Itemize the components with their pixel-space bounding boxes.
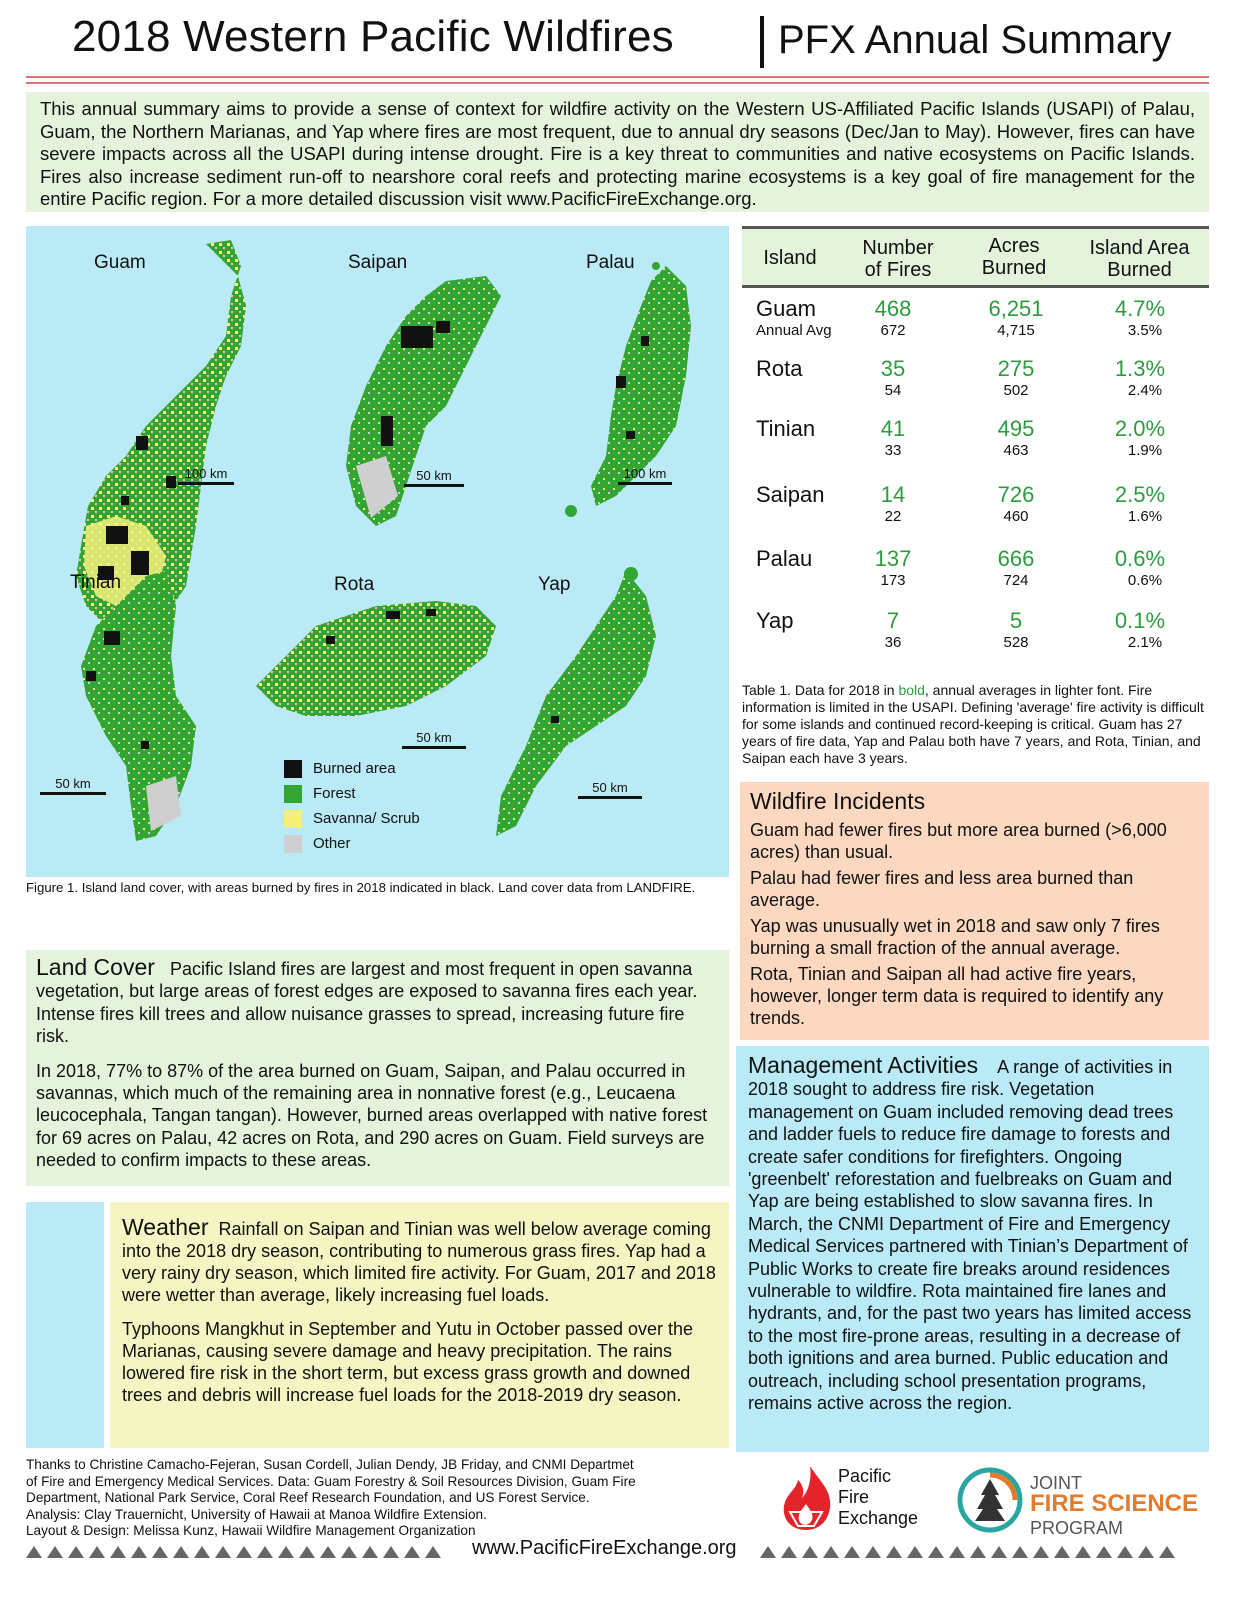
land-cover-paragraph-1: Land Cover Pacific Island fires are largest and most frequent in open savanna vegetation, but large areas of forest edges are exposed to savanna fires each year. Intense fires kill trees and allow nuisance grasses to spread, increasing future fire risk. (36, 954, 698, 1047)
land-cover-paragraph-2: In 2018, 77% to 87% of the area burned on Guam, Saipan, and Palau occurred in savannas, which much of the remaining area in nonnative forest (e.g., Leucaena leucocephala, Tangan tangan). However, burned areas overlapped with native forest for 69 acres on Palau, 42 acres on Rota, and 290 acres on Guam. Field surveys are needed to confirm impacts to these areas. (36, 1060, 708, 1171)
scale-bar-saipan: 50 km (404, 468, 464, 487)
map-label-palau: Palau (586, 252, 635, 273)
table-header-area: Island Area Burned (1089, 237, 1190, 281)
header-rule-bottom (26, 82, 1209, 84)
figure-caption: Figure 1. Island land cover, with areas burned by fires in 2018 indicated in black. Land cover data from LANDFIRE. (26, 880, 696, 895)
footer-triangle-border-right (760, 1546, 1180, 1560)
wildfire-item-palau: Palau had fewer fires and less area burned than average. (750, 868, 1134, 910)
jfsp-logo-text-program: PROGRAM (1030, 1518, 1124, 1538)
land-cover-box (26, 950, 729, 1186)
legend-item-other: Other (284, 831, 420, 856)
table-header-acres: Acres Burned (981, 235, 1047, 279)
scale-bar-palau: 100 km (618, 466, 672, 485)
table-header (742, 226, 1209, 288)
table-caption: Table 1. Data for 2018 in bold, annual averages in lighter font. Fire information is limited in the USAPI. Defining 'average' fire activity is difficult for some islands and continued record-keeping is critical. Guam has 27 years of fire data, Yap and Palau both have 7 years, and Rota, Tinian, and Saipan each have 3 years. (742, 682, 1204, 766)
map-label-yap: Yap (538, 574, 571, 595)
map-legend (284, 756, 420, 856)
weather-paragraph-1: Weather Rainfall on Saipan and Tinian was well below average coming into the 2018 dry season, contributing to numerous grass fires. Yap had a very rainy dry season, which limited fire activity. For Guam, 2017 and 2018 were wetter than average, likely increasing fuel loads. (122, 1214, 716, 1305)
scale-bar-yap: 50 km (578, 780, 642, 799)
credits: Thanks to Christine Camacho-Fejeran, Susan Cordell, Julian Dendy, JB Friday, and CNMI Departmet of Fire and Emergency Medical Services. Data: Guam Forestry & Soil Resources Division, Guam Fire Department, National Park Service, Coral Reef Research Foundation, and US Forest Service. Analysis: Clay Trauernicht, University of Hawaii at Manoa Wildfire Extension. Layout & Design: Melissa Kunz, Hawaii Wildfire Management Organization (26, 1457, 636, 1538)
pacific-fire-exchange-logo-text: Pacific Fire Exchange (838, 1466, 919, 1528)
table-header-fires: Number of Fires (862, 237, 934, 281)
map-label-tinian: Tinian (70, 572, 122, 593)
scale-bar-rota: 50 km (402, 730, 466, 749)
wildfire-incidents-box (740, 782, 1209, 1040)
land-cover-title: Land Cover (36, 954, 155, 980)
legend-item-burned: Burned area (284, 756, 420, 781)
management-title: Management Activities (748, 1052, 979, 1078)
wildfire-incidents-title: Wildfire Incidents (750, 788, 926, 814)
legend-item-savanna: Savanna/ Scrub (284, 806, 420, 831)
table-header-island: Island (763, 247, 817, 269)
wildfire-item-guam: Guam had fewer fires but more area burned (>6,000 acres) than usual. (750, 820, 1167, 862)
page-title: 2018 Western Pacific Wildfires (72, 12, 674, 61)
page-header (0, 0, 1235, 80)
footer-triangle-border-left (26, 1546, 446, 1560)
weather-paragraph-2: Typhoons Mangkhut in September and Yutu in October passed over the Marianas, causing severe damage and heavy precipitation. The rains lowered fire risk in the short term, but excess grass growth and downed trees and debris will increase fuel loads for the 2018-2019 dry season. (122, 1319, 694, 1405)
island-map-figure (26, 226, 729, 877)
management-text: A range of activities in 2018 sought to address fire risk. Vegetation management on Guam included removing dead trees and ladder fuels to reduce fire damage to forests and create safer conditions for firefighters. Ongoing 'greenbelt' reforestation and fuelbreaks on Guam and Yap are being established to slow savanna fires. In March, the CNMI Department of Fire and Emergency Medical Services partnered with Tinian’s Department of Public Works to create fire breaks around residences vulnerable to wildfire. Rota maintained fire lanes and hydrants, and, for the past two years has limited access to the most fire-prone areas, resulting in a decrease of both ignitions and area burned. Public education and outreach, including school presentation programs, remains active across the region. (748, 1057, 1192, 1414)
map-label-guam: Guam (94, 252, 146, 273)
weather-side-panel (26, 1202, 104, 1448)
scale-bar-guam: 100 km (178, 466, 234, 485)
jfsp-logo-text-fire-science: FIRE SCIENCE (1030, 1490, 1199, 1517)
page-subtitle: PFX Annual Summary (778, 18, 1172, 62)
footer-website-link[interactable]: www.PacificFireExchange.org (472, 1537, 737, 1559)
joint-fire-science-logo-icon (955, 1465, 1025, 1535)
saipan-island-shape (346, 276, 501, 526)
title-separator (760, 16, 764, 68)
rota-island-shape (256, 601, 496, 716)
header-rule-top (26, 76, 1209, 78)
wildfire-item-yap: Yap was unusually wet in 2018 and saw only 7 fires burning a small fraction of the annual average. (750, 916, 1160, 958)
wildfire-item-marianas: Rota, Tinian and Saipan all had active fire years, however, longer term data is required to identify any trends. (750, 964, 1164, 1028)
map-label-saipan: Saipan (348, 252, 408, 273)
jfsp-logo-text-joint: JOINT (1030, 1473, 1082, 1493)
fire-data-table: Island Number of Fires Acres Burned Island Area Burned Guam Annual Avg 468 672 6,251 4,715 4.7% 3.5% Rota 35 54 275 502 1.3% 2.4% Tinian 41 33 495 463 2.0% 1.9% Saipan 14 22 726 460 2.5% 1.6% Palau 137 173 666 724 0.6% 0.6% Yap 7 36 5 528 0.1% 2.1% (742, 226, 1209, 288)
weather-box (110, 1202, 729, 1448)
intro-text: This annual summary aims to provide a sense of context for wildfire activity on the Western US-Affiliated Pacific Islands (USAPI) of Palau, Guam, the Northern Marianas, and Yap where fires are most frequent, due to annual dry seasons (Dec/Jan to May). However, fires can have severe impacts across all the USAPI during intense drought. Fire is a key threat to communities and native ecosystems on Pacific Islands. Fires also increase sediment run-off to nearshore coral reefs and protecting marine ecosystems is a key goal of fire management for the entire Pacific region. For a more detailed discussion visit www.PacificFireExchange.org. (26, 92, 1209, 212)
management-activities-box (736, 1046, 1209, 1452)
scale-bar-tinian: 50 km (40, 776, 106, 795)
legend-item-forest: Forest (284, 781, 420, 806)
map-label-rota: Rota (334, 574, 375, 595)
weather-title: Weather (122, 1214, 209, 1240)
